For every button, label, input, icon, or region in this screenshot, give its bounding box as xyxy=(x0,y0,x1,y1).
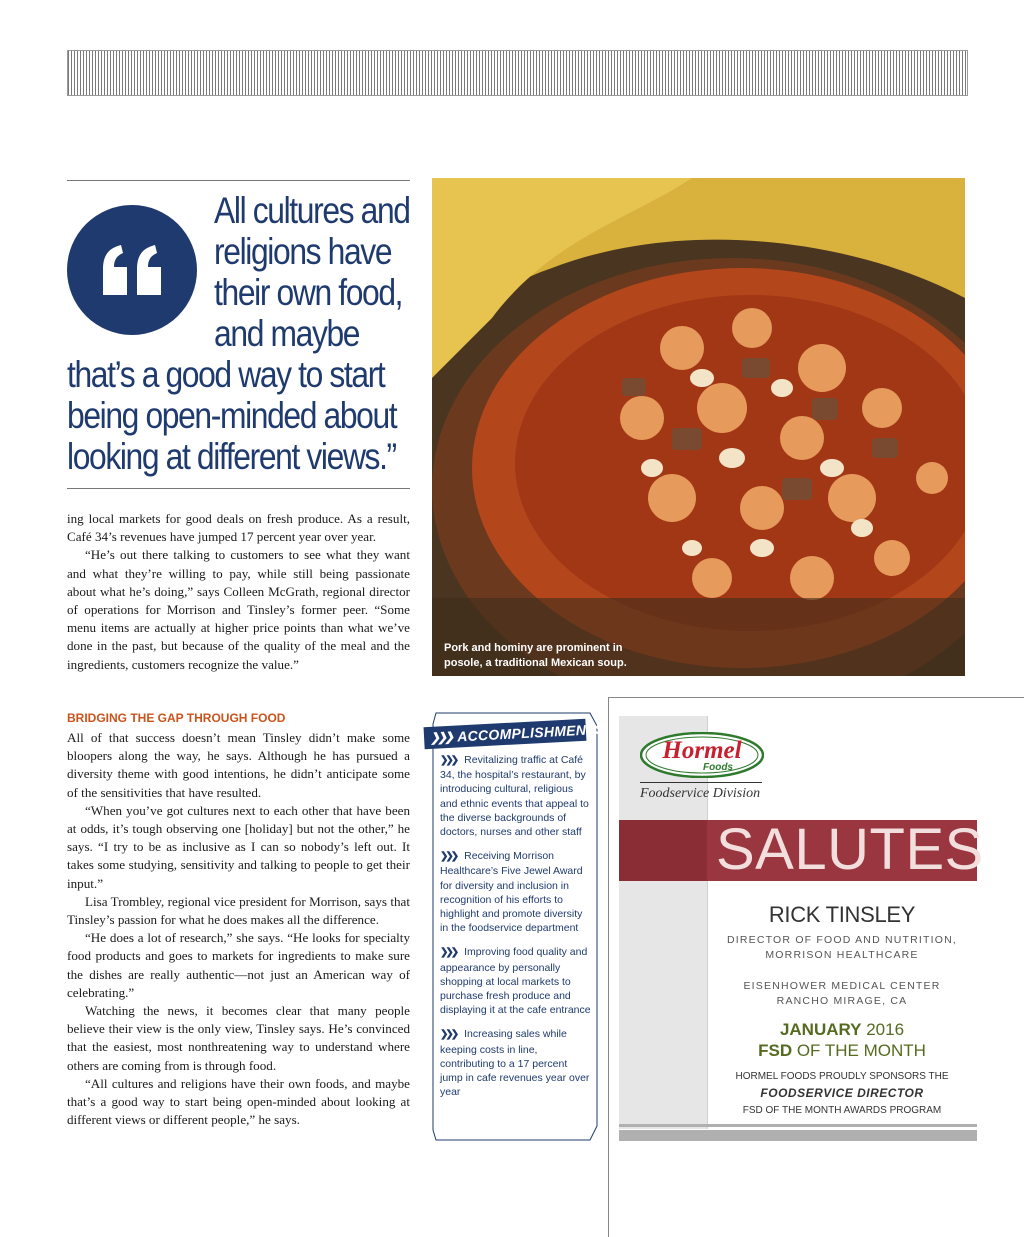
pull-quote xyxy=(67,190,410,477)
ad-bottom-bar xyxy=(619,1130,977,1141)
pull-quote-line: and maybe xyxy=(214,313,360,354)
logo-rule xyxy=(640,782,762,783)
list-item xyxy=(440,753,592,839)
chevron-right-icon: ❯❯❯ xyxy=(429,729,452,745)
caption-line: Pork and hominy are prominent in xyxy=(444,642,623,654)
paragraph: All of that success doesn’t mean Tinsley didn’t make some bloopers along the way, he says. Although he has pursued a diversity theme with good intentions, he didn’t anticipate some of the sensitivities that have resulted. xyxy=(67,730,410,800)
location-line: RANCHO MIRAGE, CA xyxy=(776,994,908,1007)
award-month xyxy=(707,1019,977,1061)
section-subhead: BRIDGING THE GAP THROUGH FOOD xyxy=(67,711,286,725)
logo-wordmark: Hormel xyxy=(662,737,742,764)
sponsor-line: FOODSERVICE DIRECTOR xyxy=(760,1086,924,1100)
list-item-text: Improving food quality and appearance by personally shopping at local markets to purchase fresh produce and displaying it at the cafe entrance xyxy=(440,946,591,1017)
title-line: MORRISON HEALTHCARE xyxy=(765,949,919,961)
list-item-text: Receiving Morrison Healthcare’s Five Jewel Award for diversity and inclusion in recognition of his efforts to highlight and promote diversity in the foodservice department xyxy=(440,850,583,935)
year-label: 2016 xyxy=(866,1020,905,1039)
paragraph: Watching the news, it becomes clear that many people believe their view is the only view, Tinsley says. He’s convinced that the easiest, most nonthreatening way to understand where others are coming from is through food. xyxy=(67,1003,410,1073)
chevron-right-icon: ❯❯❯ xyxy=(440,851,457,863)
list-item-text: Revitalizing traffic at Café 34, the hospital’s restaurant, by introducing cultural, religious and ethnic events that appeal to the diverse backgrounds of doctors, nurses and other staff xyxy=(440,754,589,839)
ad-border-left xyxy=(608,697,609,1237)
pull-quote-line: that’s a good way to start xyxy=(67,354,385,395)
pull-quote-line: being open-minded about xyxy=(67,395,397,436)
article-body-upper xyxy=(67,510,410,674)
chevron-right-icon: ❯❯❯ xyxy=(440,755,457,766)
honoree-name: RICK TINSLEY xyxy=(768,902,916,927)
caption-line: posole, a traditional Mexican soup. xyxy=(444,657,627,669)
decorative-barcode-strip xyxy=(67,50,968,96)
title-line: DIRECTOR OF FOOD AND NUTRITION, xyxy=(726,934,958,946)
chevron-right-icon: ❯❯❯ xyxy=(440,1029,457,1041)
pull-quote-line: looking at different views.” xyxy=(67,436,396,477)
photo-caption xyxy=(444,641,664,671)
sponsor-text xyxy=(707,1068,977,1119)
honoree-title xyxy=(707,933,977,963)
article-body-lower xyxy=(67,729,410,1129)
pull-quote-line: religions have xyxy=(214,231,392,272)
of-the-month-label: OF THE MONTH xyxy=(796,1041,926,1060)
list-item xyxy=(440,849,592,935)
accomplishments-list xyxy=(440,753,592,1109)
accomplishments-heading: ACCOMPLISHMENTS xyxy=(456,720,606,745)
list-item xyxy=(440,945,592,1017)
paragraph: “When you’ve got cultures next to each other that have been at odds, it’s tough observing one [holiday] but not the other,” he says. “I try to be as inclusive as I can so nobody’s left out. It takes some studying, sensitivity and talking to people to get their input.” xyxy=(67,802,410,891)
paragraph: ing local markets for good deals on fresh produce. As a result, Café 34’s revenues have jumped 17 percent year over year. xyxy=(67,511,410,545)
list-item-text: Increasing sales while keeping costs in line, contributing to a 17 percent jump in cafe revenues year over year xyxy=(440,1028,590,1099)
pull-quote-line: All cultures and xyxy=(214,190,410,231)
paragraph: Lisa Trombley, regional vice president for Morrison, says that Tinsley’s passion for what he does makes all the difference. xyxy=(67,893,410,928)
month-label: JANUARY xyxy=(779,1020,862,1039)
honoree-location xyxy=(707,979,977,1008)
pull-quote-line: their own food, xyxy=(214,272,403,313)
hormel-foods-logo xyxy=(640,732,764,783)
list-item xyxy=(440,1027,592,1099)
fsd-label: FSD xyxy=(758,1041,793,1060)
chevron-right-icon: ❯❯❯ xyxy=(440,947,457,959)
sponsor-line: HORMEL FOODS PROUDLY SPONSORS THE xyxy=(735,1071,949,1082)
pull-quote-bottom-rule xyxy=(67,488,410,489)
location-line: EISENHOWER MEDICAL CENTER xyxy=(743,980,941,992)
sponsor-line: FSD OF THE MONTH AWARDS PROGRAM xyxy=(742,1105,942,1116)
logo-subword: Foods xyxy=(703,762,733,773)
paragraph: “He does a lot of research,” she says. “He looks for specialty food products and goes to markets for ingredients to make sure the dishes are really authentic—not just an American way of celebrating.” xyxy=(67,930,410,1000)
paragraph: “All cultures and religions have their own foods, and maybe that’s a good way to start being open-minded about looking at different views or different people,” he says. xyxy=(67,1075,410,1128)
salutes-heading: SALUTES xyxy=(716,817,984,882)
paragraph: “He’s out there talking to customers to see what they want and what they’re willing to pay, while still being passionate about what he’s doing,” says Colleen McGrath, regional director of operations for Morrison and Tinsley’s former peer. “Some menu items are actually at higher price points than what we’ve done in the past, but because of the quality of the meal and the ingredients, customers recognize the value.” xyxy=(67,547,410,672)
ad-border-top xyxy=(608,697,1024,698)
ad-bottom-rule xyxy=(619,1124,977,1127)
posole-soup-photo xyxy=(432,178,965,676)
division-label: Foodservice Division xyxy=(640,786,761,801)
pull-quote-top-rule xyxy=(67,180,410,181)
